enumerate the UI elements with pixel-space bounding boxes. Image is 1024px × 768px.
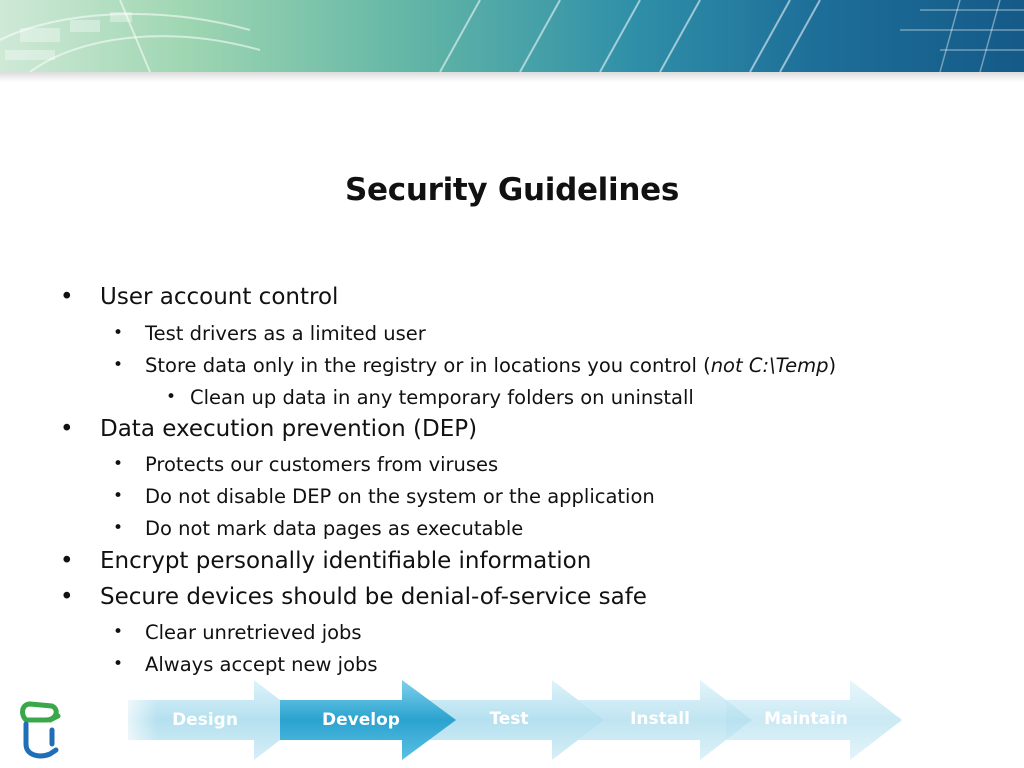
process-flow bbox=[0, 676, 1024, 768]
bullet-text: Protects our customers from viruses bbox=[145, 453, 499, 476]
process-step-label: Design bbox=[172, 710, 238, 730]
bullet-dot-icon: • bbox=[113, 355, 124, 375]
bullet-item bbox=[113, 322, 426, 345]
bullet-dot-icon: • bbox=[60, 416, 74, 442]
bullet-dot-icon: • bbox=[113, 622, 124, 642]
bullet-text: Test drivers as a limited user bbox=[145, 322, 426, 345]
bullet-text: Always accept new jobs bbox=[145, 653, 378, 676]
bullet-text: ) bbox=[828, 354, 837, 377]
bullet-text-italic: not C:\Temp bbox=[710, 354, 829, 377]
banner-pattern-icon bbox=[0, 0, 1024, 72]
bullet-item bbox=[60, 284, 339, 310]
bullet-item bbox=[166, 386, 694, 409]
bullet-item bbox=[113, 621, 362, 644]
bullet-text: Encrypt personally identifiable information bbox=[100, 548, 592, 574]
process-step-label: Test bbox=[489, 709, 529, 729]
bullet-item bbox=[60, 584, 647, 610]
bullet-text: Clean up data in any temporary folders on uninstall bbox=[190, 386, 694, 409]
process-step-label: Install bbox=[630, 709, 690, 729]
slide-title: Security Guidelines bbox=[345, 172, 679, 208]
bullet-dot-icon: • bbox=[166, 387, 177, 407]
bullet-text: Secure devices should be denial-of-service safe bbox=[100, 584, 647, 610]
bullet-item bbox=[113, 653, 378, 676]
bullet-item bbox=[113, 453, 499, 476]
bullet-dot-icon: • bbox=[60, 548, 74, 574]
bullet-dot-icon: • bbox=[60, 284, 74, 310]
bullet-item bbox=[60, 548, 592, 574]
process-step-label: Maintain bbox=[764, 709, 848, 729]
bullet-text: Clear unretrieved jobs bbox=[145, 621, 362, 644]
bullet-item bbox=[113, 485, 655, 508]
bullet-dot-icon: • bbox=[60, 584, 74, 610]
bullet-text: User account control bbox=[100, 284, 339, 310]
bullet-item bbox=[60, 416, 478, 442]
bullet-dot-icon: • bbox=[113, 486, 124, 506]
banner-shadow bbox=[0, 72, 1024, 82]
bullet-dot-icon: • bbox=[113, 654, 124, 674]
bullet-text: Do not mark data pages as executable bbox=[145, 517, 524, 540]
bullet-dot-icon: • bbox=[113, 323, 124, 343]
bullet-text: Store data only in the registry or in locations you control ( bbox=[145, 354, 711, 377]
header-banner bbox=[0, 0, 1024, 72]
bullet-text: Do not disable DEP on the system or the application bbox=[145, 485, 655, 508]
process-step-label: Develop bbox=[322, 710, 400, 730]
bullet-dot-icon: • bbox=[113, 518, 124, 538]
bullet-text: Data execution prevention (DEP) bbox=[100, 416, 478, 442]
bullet-item bbox=[113, 517, 524, 540]
bullet-item bbox=[113, 354, 837, 377]
bullet-dot-icon: • bbox=[113, 454, 124, 474]
